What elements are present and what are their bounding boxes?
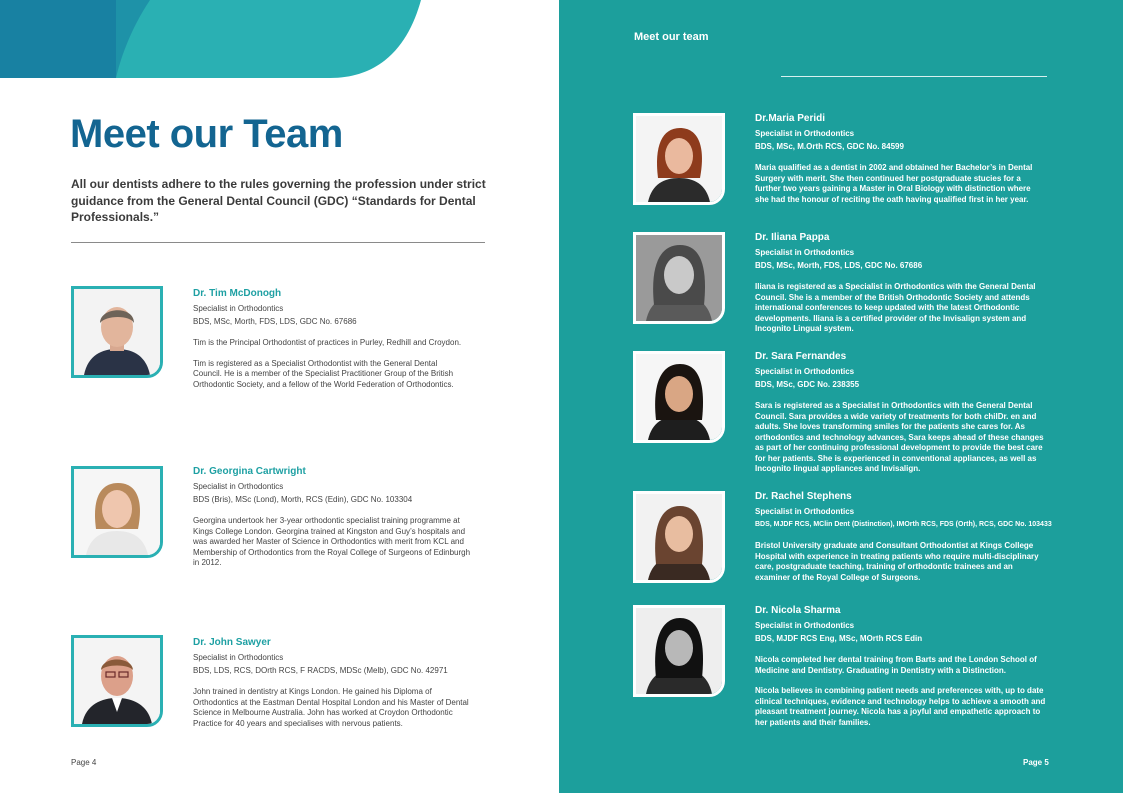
member-role: Specialist in Orthodontics [755,129,855,138]
member-details [755,491,1052,583]
member-bio: Sara is registered as a Specialist in Orthodontics with the General Dental Council. Sara provides a wide variety of treatments for both chilDr. en and adults. She loves transforming smiles for the patients she cares for. As orthodontics and technology advances, Sara keeps ahead of these changes as part of her continuing professional development to provide the best care for her patients. She is experienced in conventional appliances, as well as Incognito lingual appliances and Invisalign. [755,401,1044,473]
member-role: Specialist in Orthodontics [755,367,855,376]
member-role: Specialist in Orthodontics [193,653,284,662]
page-number: Page 4 [71,758,97,767]
member-name: Dr. Sara Fernandes [755,351,847,362]
member-name: Dr. Tim McDonogh [193,288,282,299]
right-page [559,0,1123,793]
member-bio: Iliana is registered as a Specialist in Orthodontics with the General Dental Council. She is a member of the British Orthodontic Society and attends international conferences to keep updated with the latest Orthodontic developments. Iliana is a certified provider of the Invisalign system and Incognito Lingual system. [755,282,1036,333]
member-role: Specialist in Orthodontics [193,482,284,491]
member-details [755,605,1050,728]
running-head: Meet our team [634,31,709,43]
intro-text: All our dentists adhere to the rules governing the profession under strict guidance from the General Dental Council (GDC) “Standards for Dental Professionals.” [71,177,486,224]
member-qualifications: BDS, MSc, Morth, FDS, LDS, GDC No. 67686 [755,261,923,270]
member-role: Specialist in Orthodontics [193,304,284,313]
member-name: Dr. Nicola Sharma [755,605,841,616]
member-name: Dr. Rachel Stephens [755,491,852,502]
member-qualifications: BDS (Bris), MSc (Lond), Morth, RCS (Edin), GDC No. 103304 [193,495,413,504]
page-title: Meet our Team [70,112,343,156]
member-bio: Nicola completed her dental training from Barts and the London School of Medicine and Dentistry. Graduating in Dentistry with a Distinction. [755,655,1037,675]
member-photo [633,605,725,697]
member-role: Specialist in Orthodontics [755,248,855,257]
member-photo [71,286,163,378]
member-photo [71,635,163,727]
member-qualifications: BDS, MJDF RCS Eng, MSc, MOrth RCS Edin [755,634,923,643]
member-photo [633,113,725,205]
member-details [755,232,1040,335]
left-page [0,0,559,793]
member-bio: Tim is registered as a Specialist Orthodontist with the General Dental Council. He is a member of the Specialist Practitioner Group of the British Orthodontic Society, and a fellow of the World Federation of Orthodontics. [193,358,454,389]
member-name: Dr. Iliana Pappa [755,232,830,243]
member-bio: Georgina undertook her 3-year orthodontic specialist training programme at Kings College London. Georgina trained at Kingston and Guy’s hospitals and was awarded her Master of Science in Orthodontics with merit from KCL and Membership of Orthodontics from the Royal College of Surgeons of Edinburgh in 2012. [193,516,471,567]
member-qualifications: BDS, MSc, Morth, FDS, LDS, GDC No. 67686 [193,317,357,326]
member-details [193,637,475,729]
member-qualifications: BDS, LDS, RCS, DOrth RCS, F RACDS, MDSc (Melb), GDC No. 42971 [193,666,448,675]
member-bio: Bristol University graduate and Consultant Orthodontist at Kings College Hospital with experience in treating patients who require multi-disciplinary care, postgraduate teaching, training of orthodontic trainees and an examiner of the Royal College of Surgeons. [755,541,1039,582]
member-name: Dr.Maria Peridi [755,113,826,124]
member-details [193,466,473,569]
decorative-header-shape [0,0,559,80]
page-number: Page 5 [1023,758,1049,767]
member-qualifications: BDS, MSc, M.Orth RCS, GDC No. 84599 [755,142,904,151]
member-bio: John trained in dentistry at Kings London. He gained his Diploma of Orthodontics at the Eastman Dental Hospital London and his Master of Dental Science in Melbourne Australia. John has worked at Croydon Orthodontic Practice for 40 years and specialises with nervous patients. [193,687,469,728]
member-role: Specialist in Orthodontics [755,507,855,516]
member-bio: Maria qualified as a dentist in 2002 and obtained her Bachelor’s in Dental Surgery with merit. She then continued her postgraduate stucies for a further two years gaining a Master in Oral Biology with distinction where she had the honour of reciting the oath having qualified first in her year. [755,163,1033,204]
member-photo [633,491,725,583]
divider [781,76,1047,77]
member-details [755,351,1045,475]
member-qualifications: BDS, MJDF RCS, MClin Dent (Distinction), IMOrth RCS, FDS (Orth), RCS, GDC No. 103433 [755,521,1052,528]
member-bio: Tim is the Principal Orthodontist of practices in Purley, Redhill and Croydon. [193,338,462,347]
member-qualifications: BDS, MSc, GDC No. 238355 [755,380,860,389]
member-bio: Nicola believes in combining patient needs and preferences with, up to date clinical techniques, evidence and technology helps to achieve a smooth and pleasant treatment journey. Nicola has a joyful and empathetic approach to her patients and their families. [755,686,1046,727]
member-name: Dr. John Sawyer [193,637,271,648]
member-photo [633,351,725,443]
member-details [755,113,1040,205]
member-photo [71,466,163,558]
member-details [193,288,463,390]
member-name: Dr. Georgina Cartwright [193,466,306,477]
member-role: Specialist in Orthodontics [755,621,855,630]
divider [71,242,485,243]
member-photo [633,232,725,324]
